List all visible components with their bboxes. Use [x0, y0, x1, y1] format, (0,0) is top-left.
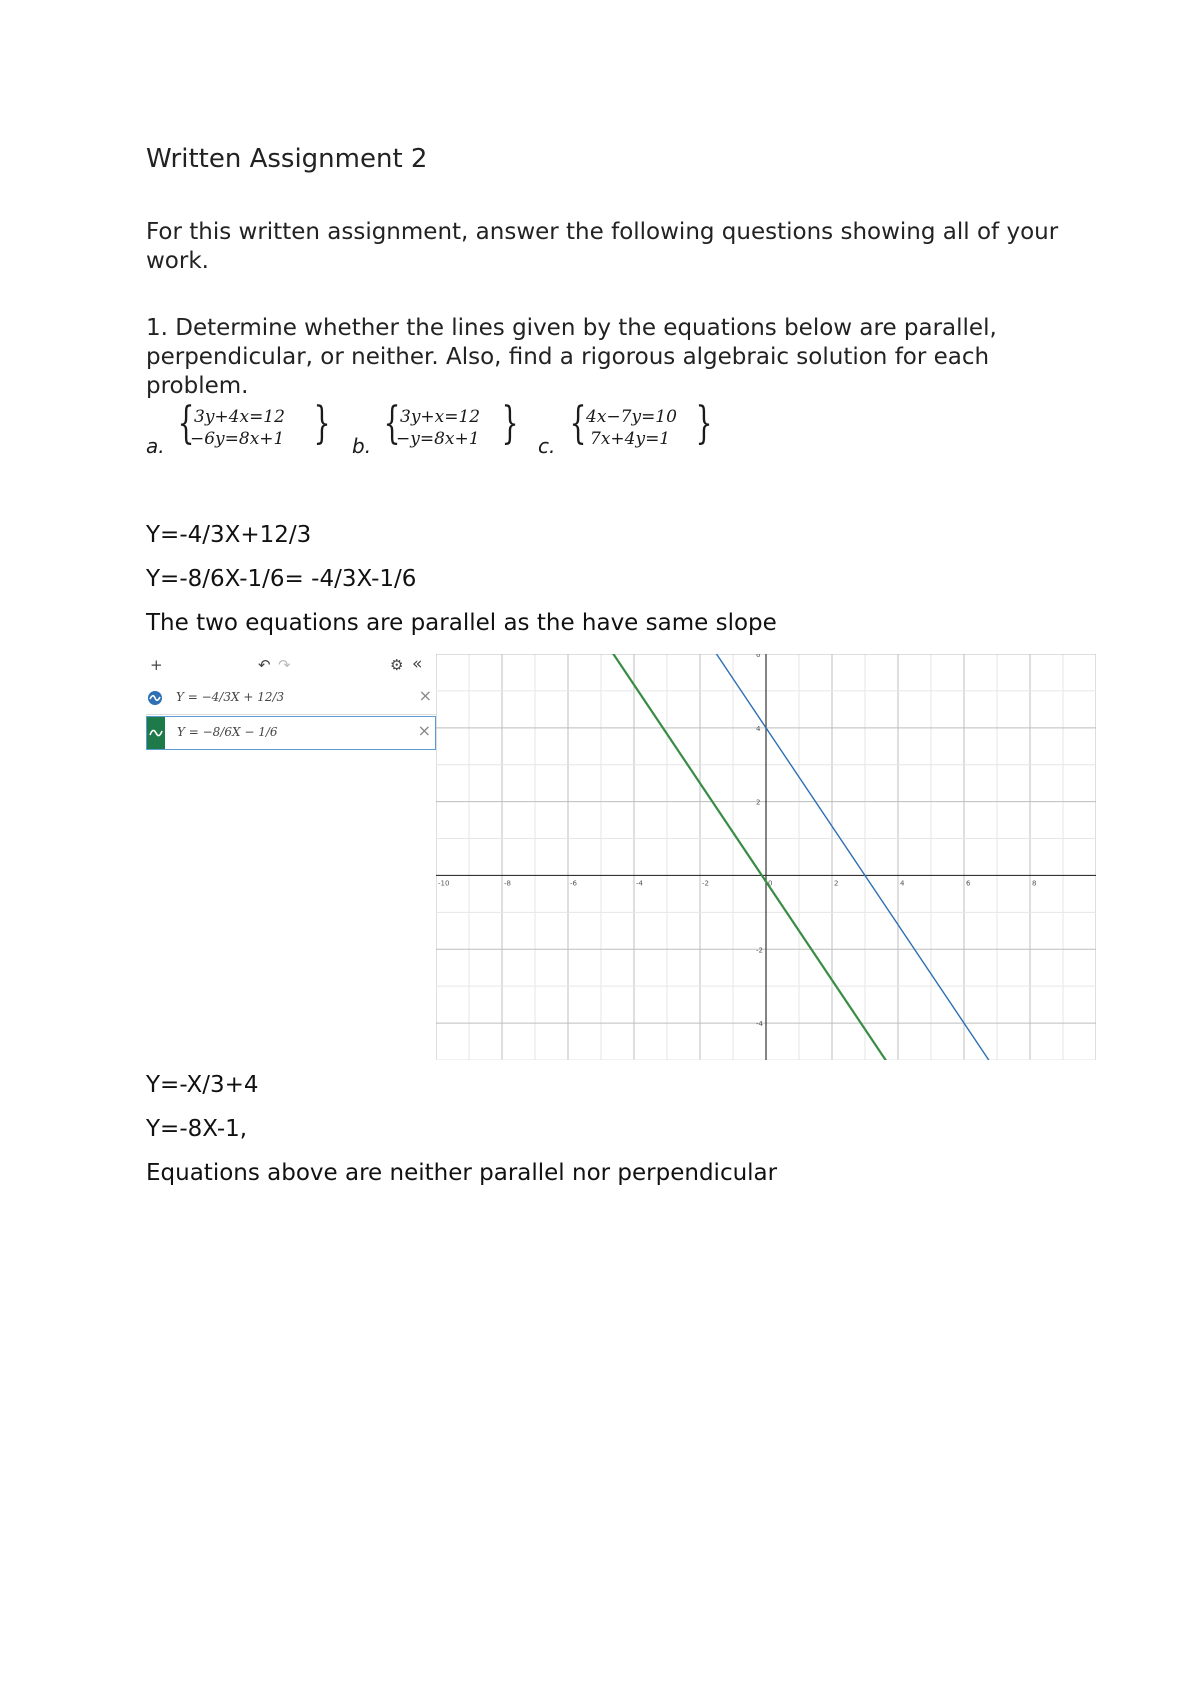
settings-icon[interactable]: ⚙	[390, 656, 404, 674]
redo-icon[interactable]: ↷	[278, 656, 291, 674]
system-a-label: a.	[146, 434, 165, 458]
x-tick-label: -2	[702, 879, 709, 888]
system-b-label: b.	[352, 434, 372, 458]
close-icon[interactable]: ×	[417, 721, 431, 740]
x-tick-label: 0	[768, 879, 773, 888]
system-a-eq1: 3y+4x=12	[194, 407, 285, 427]
collapse-icon[interactable]: «	[412, 654, 423, 674]
y-tick-label: -2	[756, 946, 763, 955]
system-b-eq2: −y=8x+1	[396, 429, 480, 449]
add-expression-icon[interactable]: +	[150, 656, 163, 674]
expression-1-color-icon	[146, 682, 164, 714]
work-b-conclusion: Equations above are neither parallel nor perpendicular	[146, 1160, 778, 1186]
expression-2-color-icon	[147, 717, 165, 749]
x-tick-label: -8	[504, 879, 511, 888]
system-c-eq1: 4x−7y=10	[586, 407, 677, 427]
expression-2-text[interactable]: Y = −8/6X − 1/6	[177, 725, 278, 739]
page-title: Written Assignment 2	[146, 144, 428, 174]
work-b-line-1: Y=-X/3+4	[146, 1072, 259, 1098]
graph-plot[interactable]	[436, 654, 1096, 1060]
system-c-label: c.	[538, 434, 556, 458]
intro-paragraph: For this written assignment, answer the following questions showing all of your work.	[146, 219, 1059, 274]
work-b-line-2: Y=-8X-1,	[146, 1116, 248, 1142]
x-tick-label: -10	[438, 879, 450, 888]
expression-row-1[interactable]	[146, 682, 436, 715]
work-a-conclusion: The two equations are parallel as the have same slope	[146, 610, 777, 636]
graph-toolbar	[146, 656, 436, 680]
x-tick-label: -4	[636, 879, 643, 888]
y-tick-label: 2	[756, 798, 761, 807]
equation-systems: a. { 3y+4x=12 −6y=8x+1 } b. { 3y+x=12 −y=8x+1 } c. { 4x−7y=10 7x+4y=1 }	[146, 398, 713, 458]
x-tick-label: 4	[900, 879, 905, 888]
system-b-eq1: 3y+x=12	[400, 407, 481, 427]
y-tick-label: 6	[756, 654, 761, 659]
graph-svg	[436, 654, 1096, 1060]
close-icon[interactable]: ×	[418, 686, 432, 705]
question-1: 1. Determine whether the lines given by the equations below are parallel, perpendicular, or neither. Also, find a rigorous algebraic solution for each problem.	[146, 315, 997, 399]
undo-icon[interactable]: ↶	[258, 656, 271, 674]
system-a-eq2: −6y=8x+1	[190, 429, 285, 449]
expression-1-text[interactable]: Y = −4/3X + 12/3	[176, 690, 285, 704]
system-c-eq2: 7x+4y=1	[590, 429, 671, 449]
y-tick-label: 4	[756, 724, 761, 733]
expression-row-2[interactable]	[146, 716, 436, 750]
x-tick-label: 8	[1032, 879, 1037, 888]
x-tick-label: 6	[966, 879, 971, 888]
work-a-line-1: Y=-4/3X+12/3	[146, 522, 312, 548]
x-tick-label: -6	[570, 879, 577, 888]
x-tick-label: 2	[834, 879, 839, 888]
y-tick-label: -4	[756, 1020, 763, 1029]
graph-expression-panel	[146, 656, 436, 776]
work-a-line-2: Y=-8/6X-1/6= -4/3X-1/6	[146, 566, 417, 592]
